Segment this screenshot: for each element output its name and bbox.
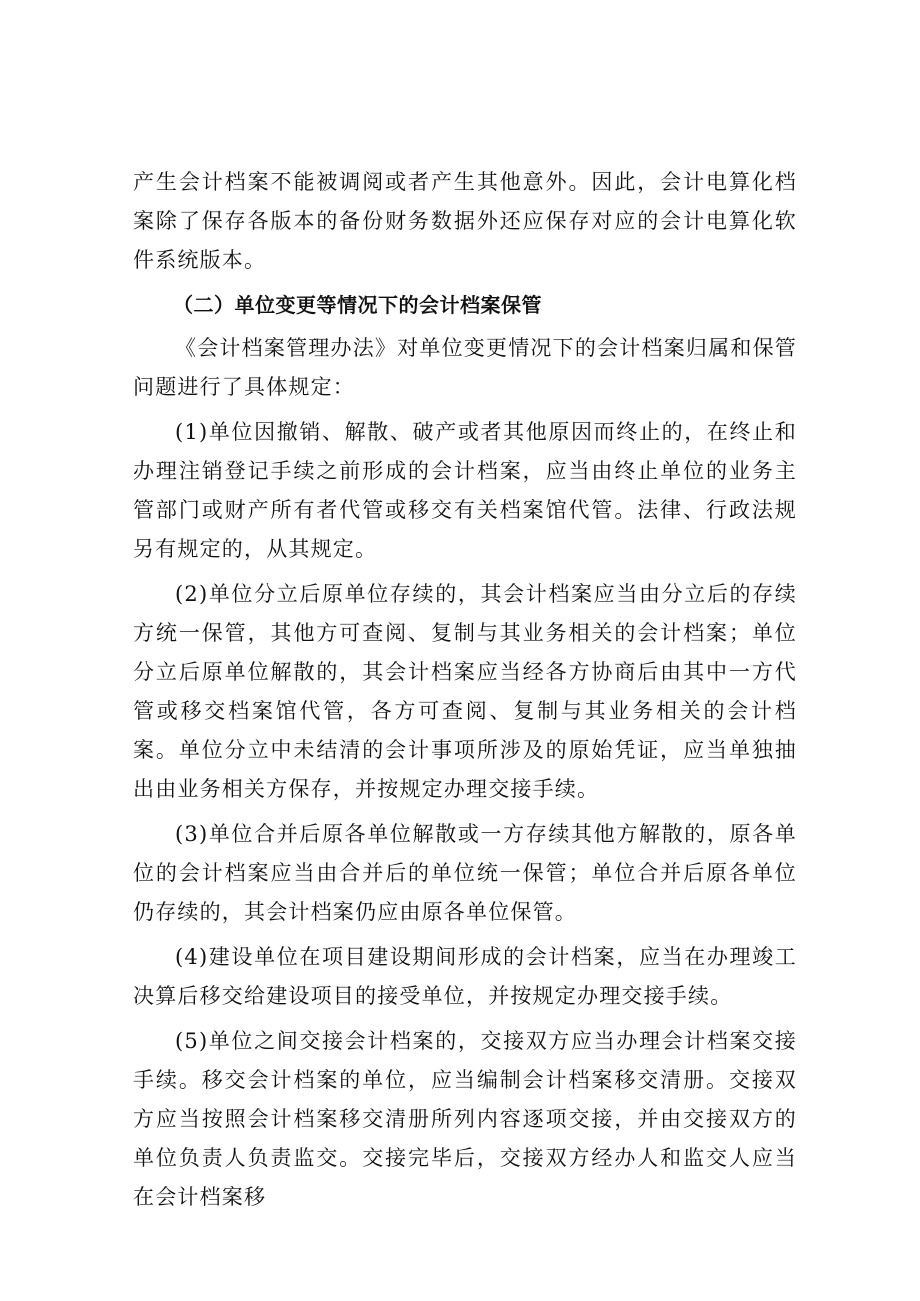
paragraph-item-3: (3)单位合并后原各单位解散或一方存续其他方解散的，原各单位的会计档案应当由合并后的单位统一保管；单位合并后原各单位仍存续的，其会计档案仍应由原各单位保管。: [133, 822, 797, 924]
paragraph-item-4: (4)建设单位在项目建设期间形成的会计档案，应当在办理竣工决算后移交给建设项目的接受单位，并按规定办理交接手续。: [133, 945, 797, 1008]
paragraph-continuation: 产生会计档案不能被调阅或者产生其他意外。因此，会计电算化档案除了保存各版本的备份财务数据外还应保存对应的会计电算化软件系统版本。: [133, 170, 797, 272]
section-heading: （二）单位变更等情况下的会计档案保管: [173, 293, 542, 317]
document-body: [133, 163, 797, 1223]
paragraph-item-2: (2)单位分立后原单位存续的，其会计档案应当由分立后的存续方统一保管，其他方可查阅、复制与其业务相关的会计档案；单位分立后原单位解散的，其会计档案应当经各方协商后由其中一方代管或移交档案馆代管，各方可查阅、复制与其业务相关的会计档案。单位分立中未结清的会计事项所涉及的原始凭证，应当单独抽出由业务相关方保存，并按规定办理交接手续。: [133, 582, 797, 801]
paragraph-item-1: (1)单位因撤销、解散、破产或者其他原因而终止的，在终止和办理注销登记手续之前形成的会计档案，应当由终止单位的业务主管部门或财产所有者代管或移交有关档案馆代管。法律、行政法规另有规定的，从其规定。: [133, 420, 797, 561]
paragraph-intro: 《会计档案管理办法》对单位变更情况下的会计档案归属和保管问题进行了具体规定：: [133, 336, 797, 399]
paragraph-item-5: (5)单位之间交接会计档案的，交接双方应当办理会计档案交接手续。移交会计档案的单位，应当编制会计档案移交清册。交接双方应当按照会计档案移交清册所列内容逐项交接，并由交接双方的单位负责人负责监交。交接完毕后，交接双方经办人和监交人应当在会计档案移: [133, 1029, 797, 1209]
